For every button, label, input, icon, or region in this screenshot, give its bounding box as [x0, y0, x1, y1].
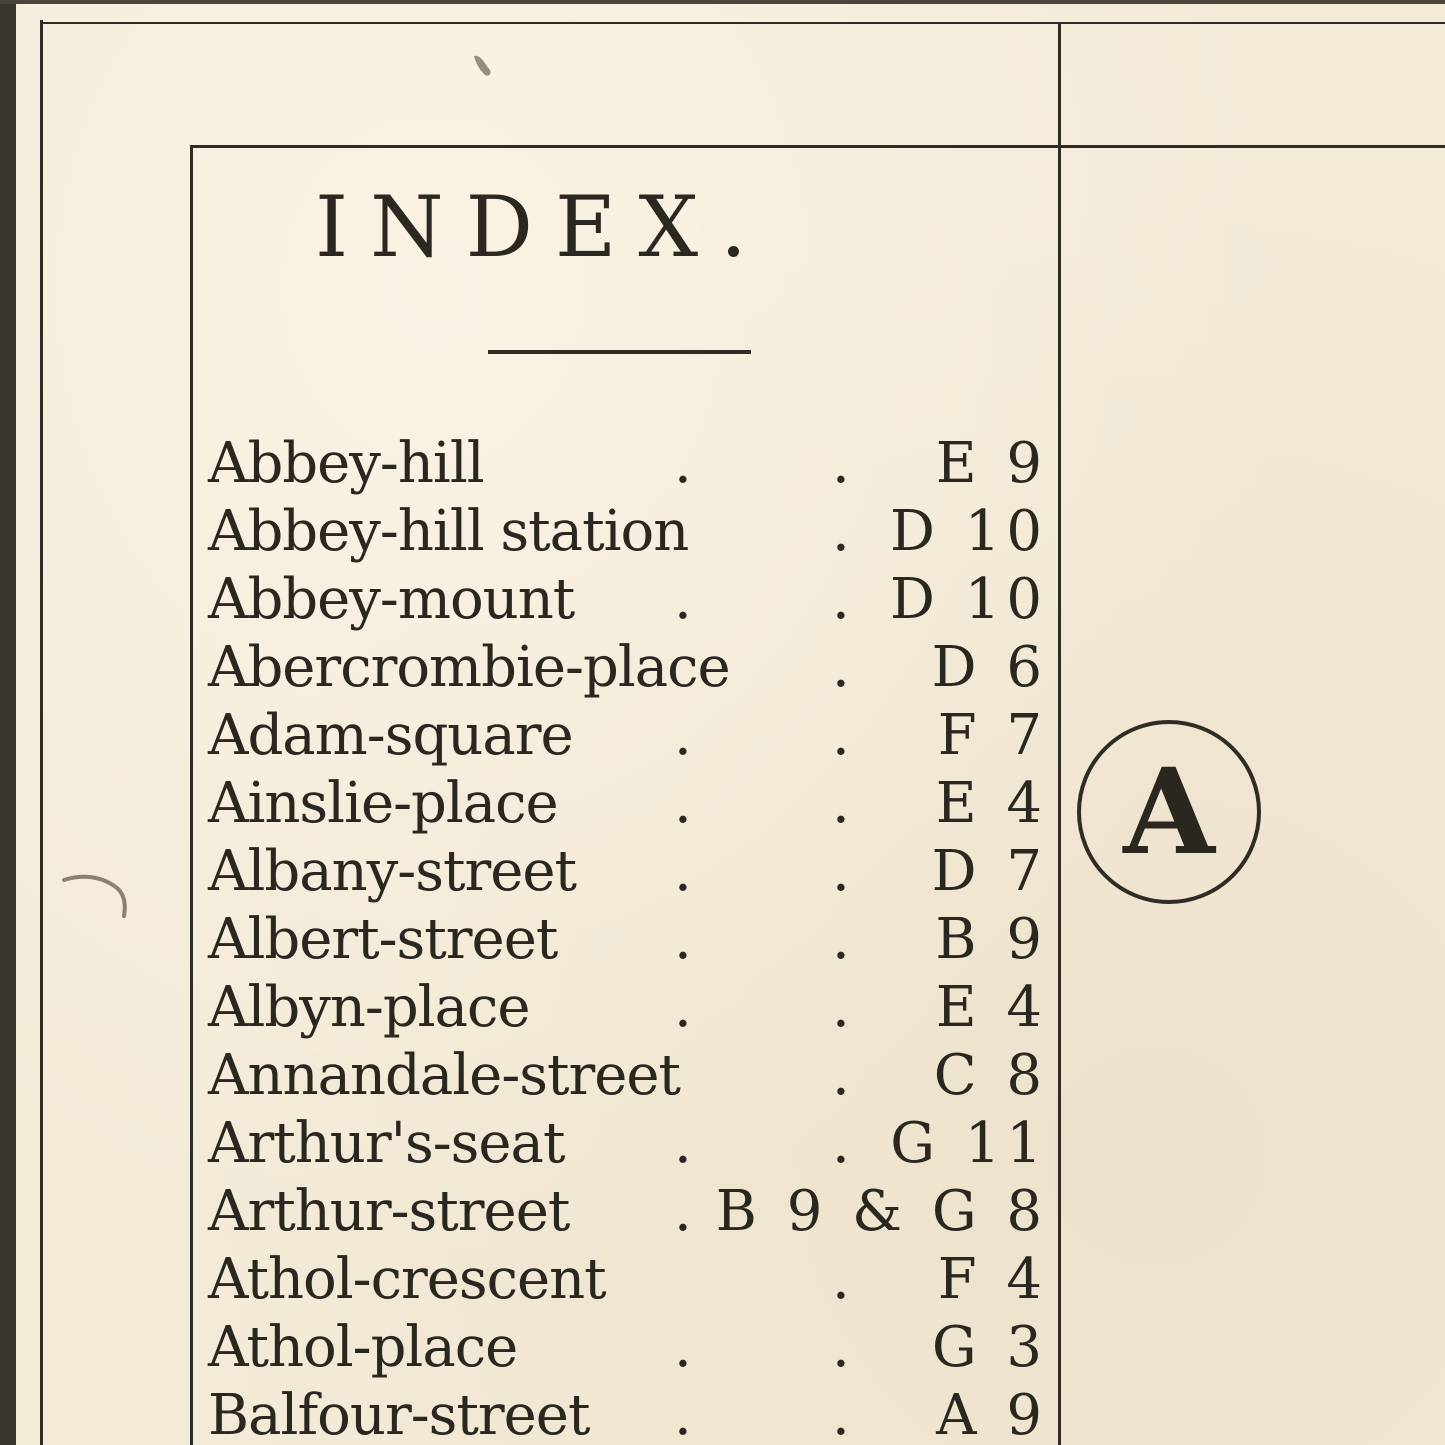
entry-name: Albyn-place	[208, 975, 530, 1040]
entry-name: Abbey-hill	[208, 431, 484, 496]
index-entry	[208, 1042, 1058, 1110]
index-entry	[208, 1314, 1058, 1382]
leader-dot: .	[832, 975, 850, 1040]
leader-dot: .	[832, 499, 850, 564]
pencil-mark	[62, 870, 132, 920]
index-entry	[208, 498, 1058, 566]
leader-dot: .	[674, 839, 692, 904]
grid-reference: D 10	[890, 499, 1048, 564]
leader-dot: .	[832, 1111, 850, 1176]
entry-name: Albert-street	[208, 907, 558, 972]
leader-dot: .	[832, 1315, 850, 1380]
outer-frame-left-rule	[40, 20, 43, 1445]
entry-name: Albany-street	[208, 839, 577, 904]
leader-dot: .	[832, 431, 850, 496]
entry-name: Arthur's-seat	[208, 1111, 565, 1176]
index-entry	[208, 906, 1058, 974]
index-box-left-rule	[190, 145, 193, 1445]
leader-dot: .	[674, 907, 692, 972]
index-entry	[208, 702, 1058, 770]
index-box-top-rule	[190, 145, 1445, 148]
index-entry	[208, 1110, 1058, 1178]
grid-reference: D 10	[890, 567, 1048, 632]
page-title: INDEX.	[315, 178, 769, 276]
index-entry	[208, 634, 1058, 702]
leader-dot: .	[832, 567, 850, 632]
leader-dot: .	[832, 907, 850, 972]
leader-dot: .	[674, 975, 692, 1040]
index-entry	[208, 974, 1058, 1042]
ink-speck	[470, 52, 496, 82]
section-letter: A	[1123, 742, 1215, 881]
index-entry	[208, 430, 1058, 498]
grid-reference: B 9	[935, 907, 1048, 972]
leader-dot: .	[674, 431, 692, 496]
grid-reference: A 9	[936, 1383, 1048, 1445]
index-entry	[208, 770, 1058, 838]
grid-reference: E 4	[935, 771, 1048, 836]
leader-dot: .	[674, 1315, 692, 1380]
grid-reference: F 7	[937, 703, 1048, 768]
leader-dot: .	[674, 771, 692, 836]
leader-dot: .	[832, 1043, 850, 1108]
grid-reference: E 9	[935, 431, 1048, 496]
index-entry	[208, 566, 1058, 634]
leader-dot: .	[674, 567, 692, 632]
leader-dot: .	[832, 839, 850, 904]
leader-dot: .	[832, 1383, 850, 1445]
grid-reference: B 9 & G 8	[715, 1179, 1048, 1244]
index-list	[208, 430, 1058, 1445]
entry-name: Athol-crescent	[208, 1247, 606, 1312]
index-entry	[208, 1382, 1058, 1445]
entry-name: Balfour-street	[208, 1383, 590, 1445]
entry-name: Ainslie-place	[208, 771, 558, 836]
leader-dot: .	[832, 635, 850, 700]
top-edge-rule	[0, 0, 1445, 4]
grid-reference: F 4	[937, 1247, 1048, 1312]
entry-name: Abbey-mount	[208, 567, 575, 632]
leader-dot: .	[832, 771, 850, 836]
leader-dot: .	[832, 703, 850, 768]
index-entry	[208, 1246, 1058, 1314]
sheet-edge	[0, 0, 16, 1445]
grid-reference: E 4	[935, 975, 1048, 1040]
entry-name: Athol-place	[208, 1315, 518, 1380]
index-entry	[208, 838, 1058, 906]
title-underline	[488, 350, 751, 354]
grid-reference: C 8	[933, 1043, 1048, 1108]
entry-name: Adam-square	[208, 703, 573, 768]
entry-name: Abbey-hill station	[208, 499, 689, 564]
grid-reference: D 7	[931, 839, 1048, 904]
leader-dot: .	[832, 1247, 850, 1312]
grid-reference: D 6	[931, 635, 1048, 700]
entry-name: Arthur-street	[208, 1179, 570, 1244]
section-letter-badge	[1077, 720, 1261, 904]
entry-name: Annandale-street	[208, 1043, 681, 1108]
leader-dot: .	[674, 703, 692, 768]
index-box-right-rule	[1058, 22, 1061, 1445]
leader-dot: .	[674, 1111, 692, 1176]
index-entry	[208, 1178, 1058, 1246]
leader-dot: .	[674, 1179, 692, 1244]
grid-reference: G 11	[890, 1111, 1048, 1176]
outer-frame-top-rule	[40, 22, 1445, 24]
entry-name: Abercrombie-place	[208, 635, 730, 700]
leader-dot: .	[674, 1383, 692, 1445]
grid-reference: G 3	[931, 1315, 1048, 1380]
